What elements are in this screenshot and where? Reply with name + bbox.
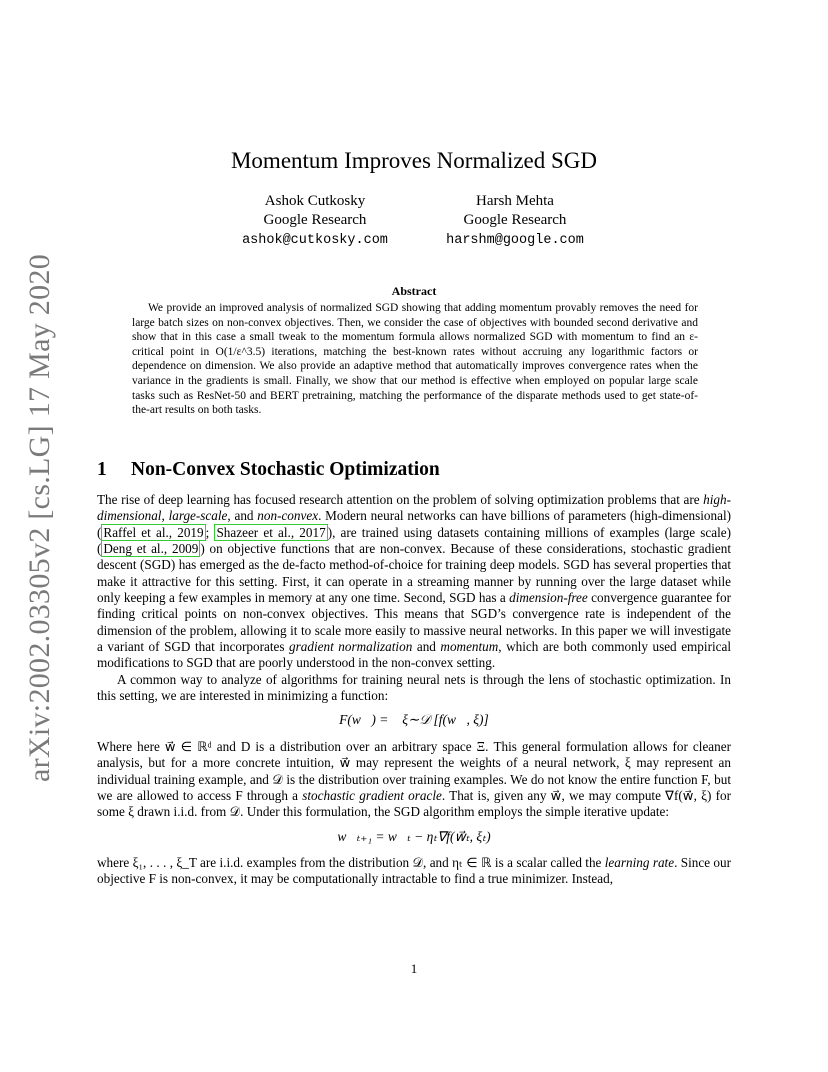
emphasis: high-dimensional xyxy=(97,492,731,524)
emphasis: learning rate xyxy=(604,854,675,870)
emphasis: dimension-free xyxy=(509,590,588,606)
paragraph-4 xyxy=(97,855,731,888)
abstract-heading: Abstract xyxy=(391,284,437,298)
section-title: Non-Convex Stochastic Optimization xyxy=(131,459,440,480)
section-number: 1 xyxy=(97,459,107,480)
text-run: . Modern neural networks can have billions of parameters (high-dimensional) ( xyxy=(97,508,731,540)
paragraph-3 xyxy=(97,739,731,821)
paragraph-2: A common way to analyze of algorithms for training neural nets is through the lens of stochastic optimization. In this setting, we are interested in minimizing a function: xyxy=(97,671,731,704)
text-run: , xyxy=(161,508,169,524)
arxiv-id[interactable]: arXiv:2002.03305v2 [cs.LG] 17 May 2020 xyxy=(23,254,56,782)
text-run: , and xyxy=(227,508,258,524)
text-run: The rise of deep learning has focused research attention on the problem of solving optimization problems that are xyxy=(97,492,704,507)
text-run: where ξ₁, . . . , ξ_T are i.i.d. examples from the distribution 𝒟, and ηₜ ∈ ℝ is a scalar called the xyxy=(97,854,605,870)
author-affiliation: Google Research xyxy=(263,212,367,228)
citation-link[interactable]: Deng et al., 2009 xyxy=(103,541,199,557)
abstract-paragraph: We provide an improved analysis of normalized SGD showing that adding momentum provably removes the need for large batch sizes on non-convex objectives. Then, we consider the case of objectives with bounded second derivative and show that in this case a small tweak to the momentum formula allows normalized SGD with momentum to find an ε-critical point in O(1/ε^3.5) iterations, matching the best-known rates without accruing any logarithmic factors or dependence on dimension. We also provide an adaptive method that automatically improves convergence rates when the variance in the gradients is small. Finally, we show that our method is effective when employed on popular large scale tasks such as ResNet-50 and BERT pretraining, matching the performance of the disparate methods used to get state-of-the-art results on both tasks. xyxy=(132,302,698,417)
text-run: . That is, given any w⃗, we may compute ∇f(w⃗, ξ) for some ξ drawn i.i.d. from 𝒟. Under this formulation, the SGD algorithm employs the simple iterative update: xyxy=(97,787,731,820)
text-run: ) on objective functions that are non-convex. Because of these considerations, stochastic gradient descent (SGD) has emerged as the de-facto method-of-choice for training deep models. SGD has several properties that make it attractive for this setting. First, it can operate in a streaming manner by running over the large dataset while only keeping a few examples in memory at any one time. Second, SGD has a xyxy=(97,541,731,606)
author-affiliation: Google Research xyxy=(463,212,567,228)
citation-link[interactable]: Shazeer et al., 2017 xyxy=(216,524,326,540)
emphasis: momentum xyxy=(440,639,499,655)
arxiv-stamp xyxy=(20,254,60,782)
text-run: convergence guarantee for finding critical points on non-convex objectives. This means that SGD’s convergence rate is independent of the dimension of the problem, allowing it to scale more easily to massive neural networks. In this paper we will investigate a variant of SGD that incorporates xyxy=(97,590,731,655)
author-name: Harsh Mehta xyxy=(476,193,554,209)
text-run: ; xyxy=(205,524,215,540)
author-block-1 xyxy=(220,192,410,251)
emphasis: non-convex xyxy=(257,508,319,524)
text-run: Where here w⃗ ∈ ℝᵈ and D is a distribution over an arbitrary space Ξ. This general formulation allows for cleaner analysis, but for a more concrete intuition, w⃗ may represent the weights of a neural network, ξ may represent an individual training example, and 𝒟 is the distribution over training examples. We do not know the entire function F, but we are allowed to access F through a xyxy=(97,738,731,803)
emphasis: gradient normalization xyxy=(289,639,413,655)
text-run: . Since our objective F is non-convex, it may be computationally intractable to find a true minimizer. Instead, xyxy=(97,854,731,887)
equation-sgd-update: w⃗ₜ₊₁ = w⃗ₜ − ηₜ∇f(w⃗ₜ, ξₜ) xyxy=(337,828,491,844)
author-name: Ashok Cutkosky xyxy=(264,193,366,209)
author-email[interactable]: ashok@cutkosky.com xyxy=(242,233,388,248)
emphasis: stochastic gradient oracle xyxy=(302,787,442,803)
paragraph-1 xyxy=(97,492,731,672)
text-run: and xyxy=(412,639,441,655)
equation-objective: F(w⃗) = 𝔼ξ∼𝒟 [f(w⃗, ξ)] xyxy=(339,712,489,728)
author-block-2 xyxy=(420,192,610,251)
emphasis: large-scale xyxy=(168,508,228,524)
abstract-text xyxy=(132,301,698,418)
page-number: 1 xyxy=(410,961,418,976)
section-heading xyxy=(97,458,440,482)
author-email[interactable]: harshm@google.com xyxy=(446,233,584,248)
body-text xyxy=(97,492,731,888)
text-run: ), are trained using datasets containing millions of examples (large scale) ( xyxy=(97,524,731,557)
citation-link[interactable]: Raffel et al., 2019 xyxy=(103,524,204,540)
text-run: , which are both commonly used empirical modifications to SGD that are poorly understood in the non-convex setting. xyxy=(97,639,731,671)
paper-title: Momentum Improves Normalized SGD xyxy=(230,148,598,173)
